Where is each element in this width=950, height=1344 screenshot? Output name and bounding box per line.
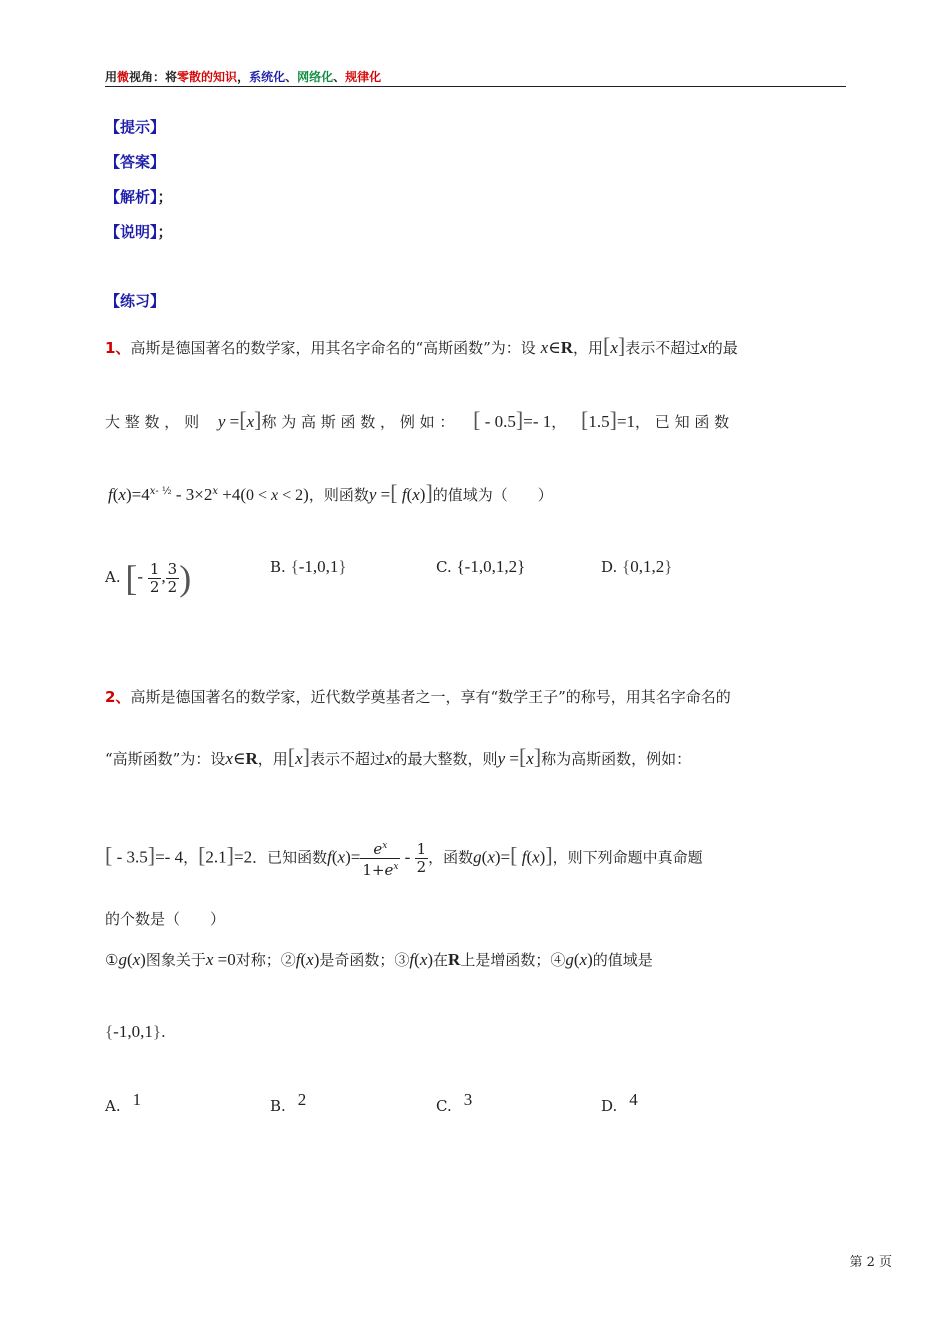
page-header bbox=[105, 68, 381, 85]
option-d[interactable]: D. {0,1,2} bbox=[601, 557, 673, 576]
option-a[interactable]: A. [- $\frac{1}{2}$ , $\frac{3}{2}$ ) bbox=[105, 558, 192, 598]
q2-statements: ①g(x)图象关于x =0对称；②f(x)是奇函数；③f(x)在R上是增函数；④g(x)的值域是 bbox=[105, 950, 653, 969]
option-a[interactable]: A. $^1$ bbox=[105, 1090, 142, 1115]
option-b[interactable]: B. {-1,0,1} bbox=[270, 557, 347, 576]
q2-line1: 2、高斯是德国著名的数学家，近代数学奠基者之一，享有“数学王子”的称号，用其名字命名的 bbox=[105, 688, 731, 706]
hint-label: 【提示】 bbox=[105, 118, 166, 136]
q1-line2: 大 整 数 ， 则 y =[x]称 为 高 斯 函 数 ， 例 如 ： [ - 0.5]=- 1， [1.5]=1， 已 知 函 数 bbox=[105, 407, 730, 432]
note-label: 【说明】； bbox=[105, 223, 173, 241]
q2-options bbox=[105, 1078, 845, 1118]
header-text: 用 bbox=[105, 70, 118, 84]
header-text: 微 bbox=[117, 70, 130, 84]
analysis-label: 【解析】； bbox=[105, 188, 173, 206]
option-c[interactable]: C. {-1,0,1,2} bbox=[436, 557, 526, 576]
header-text: 视角：将 bbox=[129, 70, 178, 84]
header-text: 零散的知识 bbox=[177, 70, 238, 84]
fraction: $\frac{3}{2}$ bbox=[167, 559, 178, 596]
header-text: 网络化 bbox=[297, 70, 334, 84]
fraction: $\frac{e^x}{1+e^x}$ bbox=[362, 840, 399, 879]
q2-set-line: {-1,0,1}. bbox=[105, 1022, 166, 1041]
q1-line3: $f(x)=4^{x- \frac{1}{2}} - 3\times 2^x +4(0 < x < 2)$，则函数y =[ f(x)]的值域为（ ） bbox=[108, 480, 553, 505]
header-text: 、 bbox=[333, 70, 346, 84]
page-number: 第 2 页 bbox=[849, 1255, 892, 1270]
q2-line4: 的个数是（ ） bbox=[105, 910, 226, 928]
answer-label: 【答案】 bbox=[105, 153, 166, 171]
q2-line2: “高斯函数”为：设x∈R，用[x]表示不超过x的最大整数，则y =[x]称为高斯函数，例如： bbox=[105, 744, 692, 769]
fraction: $\frac{1}{2}$ bbox=[149, 559, 160, 596]
question-number: 1、 bbox=[105, 339, 131, 357]
q1-options bbox=[105, 548, 845, 598]
practice-label: 【练习】 bbox=[105, 292, 166, 310]
fraction: $\frac{1}{2}$ bbox=[416, 840, 427, 876]
option-d[interactable]: D. $^4$ bbox=[601, 1090, 638, 1115]
option-b[interactable]: B. $^2$ bbox=[270, 1090, 307, 1115]
question-number: 2、 bbox=[105, 688, 131, 706]
header-text: 规律化 bbox=[345, 70, 382, 84]
header-text: ， bbox=[237, 70, 250, 84]
q1-line1: 1、高斯是德国著名的数学家，用其名字命名的“高斯函数”为：设 x∈R，用[x]表示不超过x的最 bbox=[105, 333, 738, 358]
header-text: 、 bbox=[285, 70, 298, 84]
q2-line3: [ - 3.5]=- 4，[2.1]=2．已知函数f(x)= $\frac{e^x}{1+e^x}$ - $\frac{1}{2}$ ，函数g(x)=[ f(x)]，则下列命题中真命题 bbox=[105, 840, 703, 879]
header-text: 系统化 bbox=[249, 70, 286, 84]
option-c[interactable]: C. $^3$ bbox=[436, 1090, 473, 1115]
header-divider bbox=[105, 86, 846, 87]
